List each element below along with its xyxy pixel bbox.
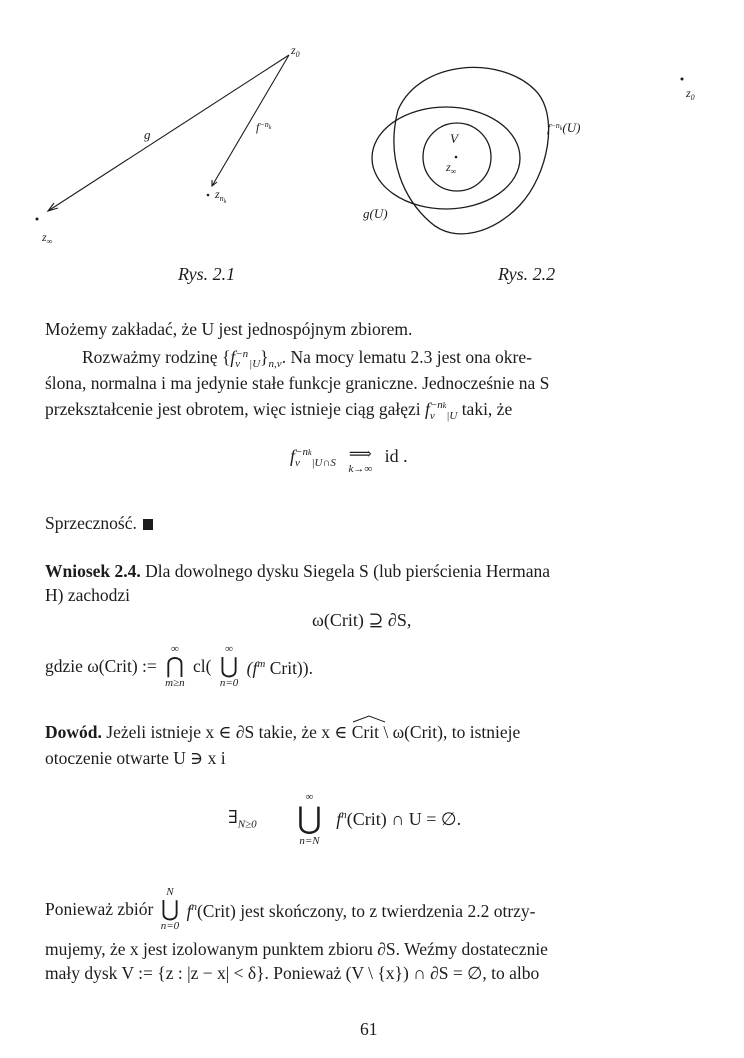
zinf-label-2: $z_\infty$ [446, 160, 457, 176]
z0-label-2: $z_0$ [686, 86, 695, 102]
z0-point-2 [681, 78, 684, 81]
page-number: 61 [360, 1019, 378, 1039]
hat-accent [352, 715, 386, 723]
where-clause: gdzie ω(Crit) := ∞ ⋂ m≥n cl( ∞ ⋃ n=0 ($f^m$ Crit)). [45, 643, 313, 689]
g-arrow-line [48, 55, 289, 211]
qed-square [143, 519, 153, 530]
fnk-label: $f^{-n}k$ [256, 120, 272, 134]
figure-2-1 [0, 0, 744, 300]
last-paragraph-line-1: Ponieważ zbiór N ⋃ n=0 $f^n(Crit)$ jest skończony, to z twierdzenia 2.2 otrzy- [45, 886, 536, 932]
paragraph-2-line-1: Rozważmy rodzinę {f −n ν $_{|U}\}_{n,\nu}$. Na mocy lematu 2.3 jest ona okre- [82, 347, 532, 370]
figure-2-1-caption: Rys. 2.1 [178, 264, 236, 284]
proof-line-2: otoczenie otwarte U ∋ x i [45, 748, 226, 768]
paragraph-1: Możemy zakładać, że U jest jednospójnym zbiorem. [45, 319, 413, 339]
zinf-point [36, 218, 39, 221]
z0-label: $z_0$ [291, 43, 300, 59]
paragraph-2-line-3: przekształcenie jest obrotem, więc istnieje ciąg gałęzi f −nk ν $_{|U}$ taki, że [45, 399, 513, 423]
znk-label: $z_nk$ [215, 187, 227, 205]
corollary-line-1: Wniosek 2.4. Dla dowolnego dysku Siegela S (lub pierścienia Hermana [45, 561, 550, 581]
gU-ellipse [372, 107, 520, 209]
contradiction-line: Sprzeczność. [45, 512, 153, 534]
znk-point [207, 194, 210, 197]
fnk-U-curve [394, 67, 549, 233]
zinf-label: $z_\infty$ [42, 230, 53, 246]
gU-label: g(U) [363, 206, 388, 221]
g-label: g [144, 127, 151, 142]
proof-line-1: Dowód. Jeżeli istnieje x ∈ ∂S takie, że x ∈ Crit \ ω(Crit), to istnieje [45, 721, 520, 743]
equation-2: ω(Crit) ⊇ ∂S, [312, 610, 412, 630]
corollary-line-2: H) zachodzi [45, 585, 131, 605]
fnkU-label: $f^{-n}k(U)$ [547, 120, 581, 135]
V-label: V [450, 131, 458, 146]
equation-1: f −nk ν $_{|U\cap S}$ ⟹ k→∞ id . [290, 446, 408, 475]
zinf-point-2 [455, 156, 458, 159]
figure-2-2-caption: Rys. 2.2 [498, 264, 556, 284]
paragraph-2-line-2: ślona, normalna i ma jedynie stałe funkcje graniczne. Jednocześnie na S [45, 373, 550, 393]
fnk-arrow-line [212, 55, 289, 186]
last-paragraph-line-3: mały dysk V := {z : |z − x| < δ}. Ponieważ (V \ {x}) ∩ ∂S = ∅, to albo [45, 963, 540, 983]
equation-3: $\exists_{N\ge 0}$ ∞ ⋃ n=N $f^n(Crit)$ ∩ U = ∅. [228, 791, 462, 847]
figure-2-2 [363, 67, 695, 233]
last-paragraph-line-2: mujemy, że x jest izolowanym punktem zbioru ∂S. Weźmy dostatecznie [45, 939, 548, 959]
g-arrowhead [48, 203, 58, 211]
